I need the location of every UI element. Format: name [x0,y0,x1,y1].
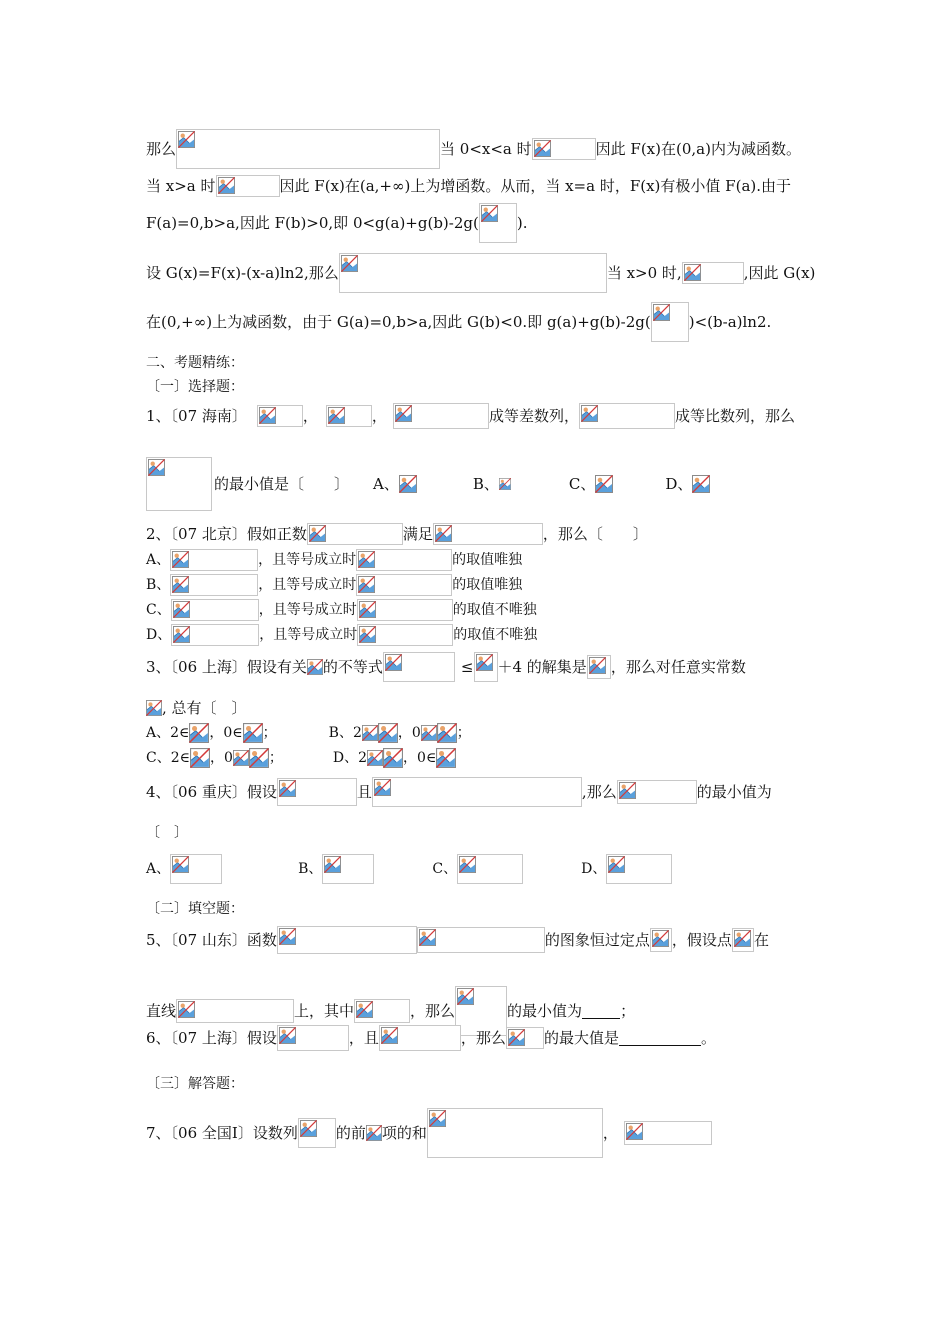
broken-image-icon [378,723,398,743]
broken-image-icon [243,723,263,743]
formula-image [357,599,453,621]
broken-image-icon [279,780,296,797]
broken-image-icon [383,748,403,768]
broken-image-icon [307,655,323,679]
broken-image-icon [300,1120,317,1137]
broken-image-icon [173,601,190,618]
formula-image [171,599,259,621]
formula-image [532,138,596,160]
broken-image-icon [476,654,493,671]
broken-image-icon [581,405,598,422]
subsection-fill: 〔二〕填空题： [146,901,244,917]
formula-image [383,652,455,682]
broken-image-icon [218,177,235,194]
section-heading: 二、考题精练： [146,355,244,371]
line-5: 在(0,+∞)上为减函数，由于 G(a)=0,b>a,因此 G(b)<0.即 g(a)+g(b)-2g( )<(b-a)ln2. [146,302,771,342]
formula-image [257,405,303,427]
line-3: F(a)=0,b>a,因此 F(b)>0,即 0<g(a)+g(b)-2g( ). [146,203,527,243]
formula-image [579,403,675,429]
line-2: 当 x>a 时 因此 F(x)在(a,+∞)上为增函数。从而，当 x=a 时，F(x)有极小值 F(a).由于 [146,177,792,195]
formula-image [433,523,543,545]
broken-image-icon [652,930,669,947]
broken-image-icon [279,1027,296,1044]
question-4-bracket: 〔 〕 [146,825,188,841]
formula-image [606,854,672,884]
formula-image [651,302,689,342]
broken-image-icon [608,856,625,873]
formula-image [372,777,582,807]
formula-image [277,1025,349,1051]
formula-image [354,999,410,1023]
formula-image [427,1108,603,1158]
broken-image-icon [190,748,210,768]
broken-image-icon [595,474,613,494]
formula-image [146,457,212,511]
question-5-cont: 直线 上，其中 ，那么 的最小值为 ； [146,986,635,1036]
line-4: 设 G(x)=F(x)-(x-a)ln2,那么 当 x>0 时, ,因此 G(x) [146,253,815,293]
broken-image-icon [358,576,375,593]
broken-image-icon [359,601,376,618]
formula-image [339,253,607,293]
broken-image-icon [508,1029,525,1046]
formula-image [176,999,294,1023]
option-2b: B、 ，且等号成立时 的取值唯独 [146,574,522,596]
broken-image-icon [457,988,474,1005]
answer-blank[interactable] [619,1031,701,1046]
broken-image-icon [172,576,189,593]
broken-image-icon [684,264,701,281]
broken-image-icon [148,459,165,476]
formula-image [277,926,417,954]
formula-image [356,574,452,596]
broken-image-icon [367,748,383,768]
broken-image-icon [436,748,456,768]
formula-image [170,574,258,596]
formula-image [417,927,545,953]
formula-image [732,928,754,952]
question-1: 1、〔07 海南〕 ， ， 成等差数列， 成等比数列，那么 [146,403,795,429]
answer-blank[interactable] [582,1004,620,1019]
formula-image [457,854,523,884]
question-5: 5、〔07 山东〕函数 的图象恒过定点 ，假设点 在 [146,926,769,954]
broken-image-icon [279,928,296,945]
formula-image [326,405,372,427]
broken-image-icon [309,525,326,542]
formula-image [474,652,498,682]
subsection-choice: 〔一〕选择题： [146,379,244,395]
broken-image-icon [429,1110,446,1127]
formula-image [617,780,697,804]
broken-image-icon [459,856,476,873]
subsection-answer: 〔三〕解答题： [146,1076,244,1092]
line-1: 那么 当 0<x<a 时 因此 F(x)在(0,a)内为减函数。 [146,129,801,169]
question-7: 7、〔06 全国Ⅰ〕设数列 的前 项的和 ， [146,1108,712,1158]
formula-image [393,403,489,429]
question-6: 6、〔07 上海〕假设 ，且 ，那么 的最大值是 。 [146,1025,716,1051]
formula-image [170,854,222,884]
broken-image-icon [259,407,276,424]
broken-image-icon [589,657,606,674]
broken-image-icon [653,304,670,321]
formula-image [216,175,280,197]
broken-image-icon [421,723,437,743]
formula-image [479,203,517,243]
question-4: 4、〔06 重庆〕假设 且 ,那么 的最小值为 [146,777,772,807]
formula-image [356,549,452,571]
option-2a: A、 ，且等号成立时 的取值唯独 [146,549,522,571]
broken-image-icon [619,782,636,799]
question-3-cont: , 总有〔 〕 [146,698,247,718]
formula-image [171,624,259,646]
broken-image-icon [419,929,436,946]
broken-image-icon [734,930,751,947]
broken-image-icon [328,407,345,424]
broken-image-icon [499,474,511,494]
broken-image-icon [172,551,189,568]
broken-image-icon [249,748,269,768]
question-4-options: A、 B、 C、 D、 [146,854,672,884]
formula-image [682,262,744,284]
broken-image-icon [395,405,412,422]
option-2d: D、 ，且等号成立时 的取值不唯独 [146,624,537,646]
broken-image-icon [435,525,452,542]
broken-image-icon [178,1001,195,1018]
formula-image [379,1025,461,1051]
broken-image-icon [356,1001,373,1018]
broken-image-icon [233,748,249,768]
option-3cd: C、2∈ ，0 ； D、2 ，0∈ [146,748,456,768]
formula-image [277,778,357,806]
broken-image-icon [534,140,551,157]
formula-image [307,523,403,545]
option-2c: C、 ，且等号成立时 的取值不唯独 [146,599,537,621]
broken-image-icon [324,856,341,873]
broken-image-icon [385,654,402,671]
broken-image-icon [437,723,457,743]
broken-image-icon [358,551,375,568]
broken-image-icon [626,1123,643,1140]
formula-image [506,1027,544,1049]
broken-image-icon [362,723,378,743]
broken-image-icon [374,779,391,796]
formula-image [298,1118,336,1148]
option-3ab: A、2∈ ，0∈ ； B、2 ，0 ； [146,725,471,741]
broken-image-icon [341,255,358,272]
broken-image-icon [172,856,189,873]
formula-image [357,624,453,646]
broken-image-icon [481,205,498,222]
formula-image [176,129,440,169]
broken-image-icon [146,698,162,718]
broken-image-icon [692,474,710,494]
broken-image-icon [381,1027,398,1044]
broken-image-icon [178,131,195,148]
broken-image-icon [173,626,190,643]
formula-image [587,655,611,679]
broken-image-icon [359,626,376,643]
question-1-options: 的最小值是〔 〕 A、 B、 C、 D、 [146,457,710,511]
broken-image-icon [189,723,209,743]
formula-image [650,928,672,952]
formula-image [170,549,258,571]
question-3: 3、〔06 上海〕假设有关 的不等式 ≤ ＋4 的解集是 ，那么对任意实常数 [146,652,746,682]
formula-image [624,1121,712,1145]
question-2: 2、〔07 北京〕假如正数 满足 ，那么〔 〕 [146,525,648,543]
broken-image-icon [366,1123,382,1143]
broken-image-icon [399,474,417,494]
formula-image [322,854,374,884]
